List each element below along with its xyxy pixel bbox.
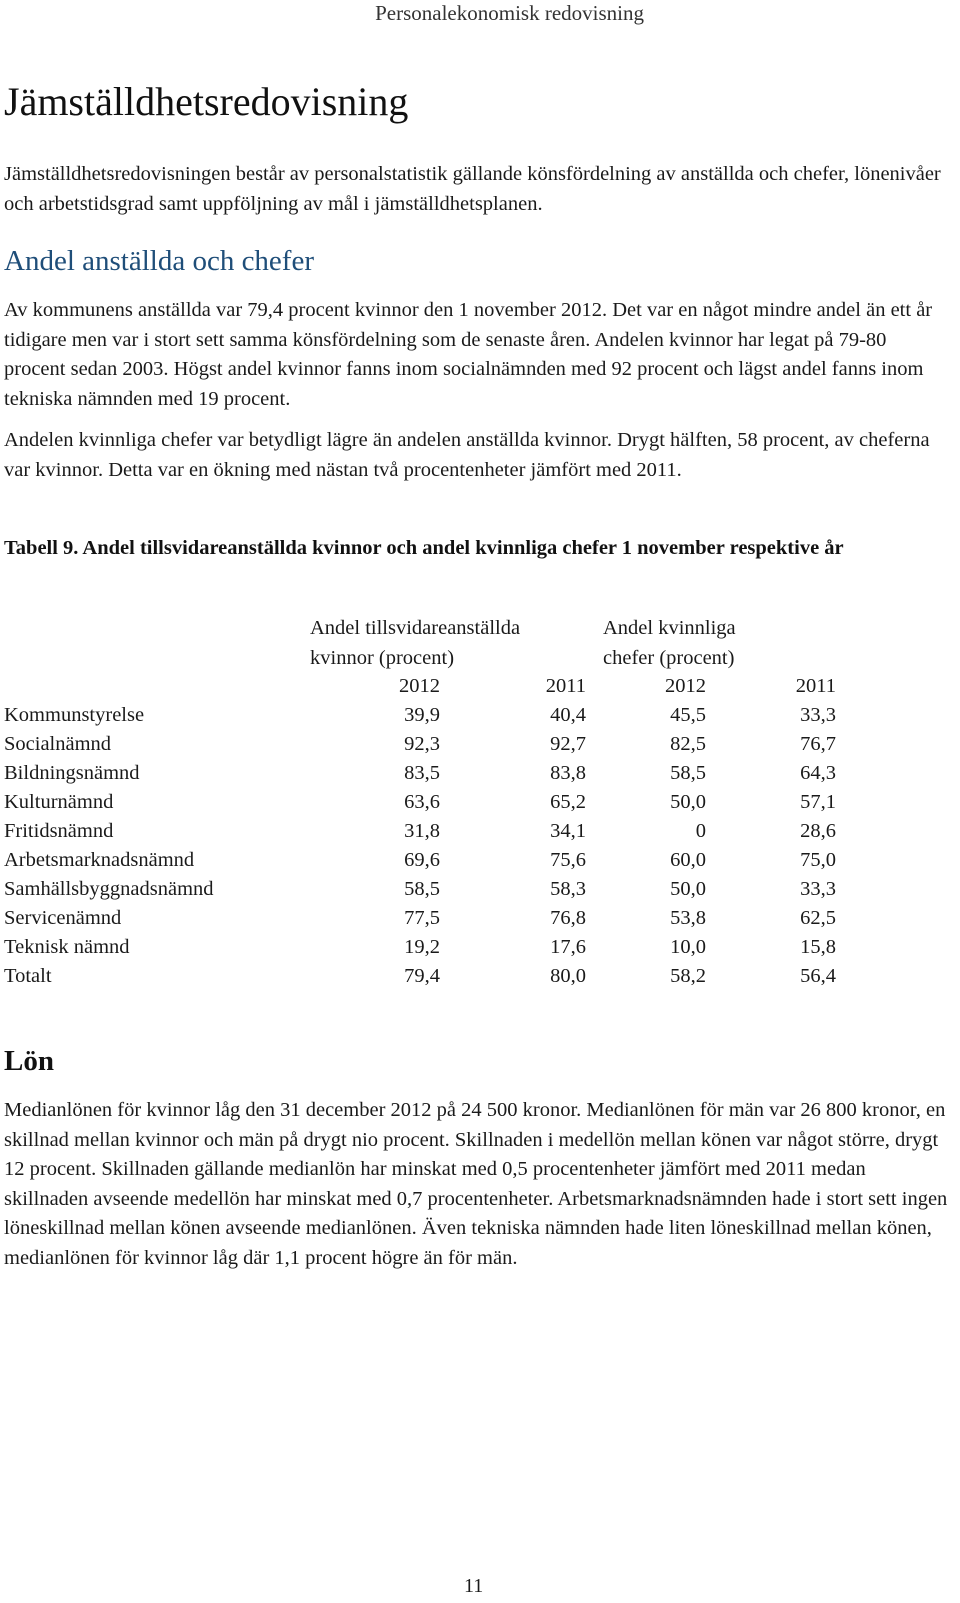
cell-value: 56,4	[800, 965, 836, 987]
table-year-row	[4, 672, 836, 701]
column-group-employees-line1: Andel tillsvidareanställda	[310, 617, 521, 639]
cell-value: 31,8	[404, 820, 440, 842]
cell-value: 75,6	[550, 849, 586, 871]
cell-value: 15,8	[800, 936, 836, 958]
cell-value: 33,3	[800, 704, 836, 726]
column-group-managers-line1: Andel kvinnliga	[603, 617, 736, 639]
table-row	[4, 875, 836, 904]
row-label: Totalt	[4, 965, 52, 987]
row-label: Bildningsnämnd	[4, 762, 140, 784]
section-heading-salary: Lön	[4, 1045, 54, 1077]
cell-value: 34,1	[550, 820, 586, 842]
table-row	[4, 759, 836, 788]
row-label: Teknisk nämnd	[4, 936, 130, 958]
column-group-employees	[310, 614, 520, 673]
cell-value: 39,9	[404, 704, 440, 726]
managers-paragraph: Andelen kvinnliga chefer var betydligt lägre än andelen anställda kvinnor. Drygt hälften, 58 procent, av cheferna var kvinnor. Detta var en ökning med nästan två procentenheter jämfört med 2011.	[4, 429, 930, 481]
table-row	[4, 933, 836, 962]
cell-value: 57,1	[800, 791, 836, 813]
row-label: Fritidsnämnd	[4, 820, 114, 842]
page-title: Jämställdhetsredovisning	[4, 79, 409, 124]
table-row	[4, 904, 836, 933]
year-row-spacer	[4, 672, 310, 701]
cell-value: 79,4	[404, 965, 440, 987]
table-row	[4, 730, 836, 759]
cell-value: 65,2	[550, 791, 586, 813]
column-group-employees-line2: kvinnor (procent)	[310, 646, 455, 669]
cell-value: 17,6	[550, 936, 586, 958]
year-header: 2012	[665, 675, 706, 697]
cell-value: 19,2	[404, 936, 440, 958]
gender-share-table	[4, 672, 836, 991]
cell-value: 92,3	[404, 733, 440, 755]
table-row	[4, 846, 836, 875]
running-header: Personalekonomisk redovisning	[375, 1, 644, 25]
row-label: Kommunstyrelse	[4, 704, 145, 726]
cell-value: 80,0	[550, 965, 586, 987]
cell-value: 28,6	[800, 820, 836, 842]
cell-value: 83,8	[550, 762, 586, 784]
cell-value: 50,0	[670, 791, 706, 813]
cell-value: 50,0	[670, 878, 706, 900]
cell-value: 60,0	[670, 849, 706, 871]
cell-value: 33,3	[800, 878, 836, 900]
year-header: 2011	[795, 675, 836, 697]
cell-value: 83,5	[404, 762, 440, 784]
cell-value: 76,8	[550, 907, 586, 929]
table-row-total	[4, 962, 836, 991]
cell-value: 77,5	[404, 907, 440, 929]
salary-paragraph: Medianlönen för kvinnor låg den 31 december 2012 på 24 500 kronor. Medianlönen för män var 26 800 kronor, en skillnad mellan kvinnor och män på drygt nio procent. Skillnaden i medellön mellan könen var något större, drygt 12 procent. Skillnaden gällande medianlön har minskat med 0,5 procentenheter jämfört med 2011 medan skillnaden avseende medellön har minskat med 0,7 procentenheter. Arbetsmarknadsnämnden hade i stort sett ingen löneskillnad mellan könen avseende medianlönen. Även tekniska nämnden hade liten löneskillnad mellan könen, medianlönen för kvinnor låg där 1,1 procent högre än för män.	[4, 1099, 948, 1269]
cell-value: 53,8	[670, 907, 706, 929]
row-label: Socialnämnd	[4, 733, 112, 755]
cell-value: 58,5	[404, 878, 440, 900]
cell-value: 63,6	[404, 791, 440, 813]
cell-value: 40,4	[550, 704, 586, 726]
row-label: Kulturnämnd	[4, 791, 114, 813]
table-row	[4, 701, 836, 730]
row-label: Servicenämnd	[4, 907, 122, 929]
table-row	[4, 788, 836, 817]
employees-paragraph: Av kommunens anställda var 79,4 procent kvinnor den 1 november 2012. Det var en något mindre andel än ett år tidigare men var i stort sett samma könsfördelning som de senaste åren. Andelen kvinnor har legat på 79-80 procent sedan 2003. Högst andel kvinnor fanns inom socialnämnden med 92 procent och lägst andel fanns inom tekniska nämnden med 19 procent.	[4, 299, 933, 410]
year-header: 2011	[545, 675, 586, 697]
cell-value: 76,7	[800, 733, 836, 755]
column-group-managers-line2: chefer (procent)	[603, 646, 735, 669]
intro-paragraph: Jämställdhetsredovisningen består av personalstatistik gällande könsfördelning av anställda och chefer, lönenivåer och arbetstidsgrad samt uppföljning av mål i jämställdhetsplanen.	[4, 163, 941, 215]
column-group-managers	[603, 614, 736, 673]
cell-value: 58,5	[670, 762, 706, 784]
cell-value: 45,5	[670, 704, 706, 726]
cell-value: 58,3	[550, 878, 586, 900]
cell-value: 92,7	[550, 733, 586, 755]
row-label: Arbetsmarknadsnämnd	[4, 849, 195, 871]
cell-value: 58,2	[670, 965, 706, 987]
cell-value: 64,3	[800, 762, 836, 784]
year-header: 2012	[399, 675, 440, 697]
table-row	[4, 817, 836, 846]
cell-value: 62,5	[800, 907, 836, 929]
page-number: 11	[464, 1575, 484, 1597]
row-label: Samhällsbyggnadsnämnd	[4, 878, 214, 900]
cell-value: 75,0	[800, 849, 836, 871]
cell-value: 69,6	[404, 849, 440, 871]
cell-value: 10,0	[670, 936, 706, 958]
cell-value: 0	[695, 820, 706, 842]
table-caption: Tabell 9. Andel tillsvidareanställda kvinnor och andel kvinnliga chefer 1 november respektive år	[4, 537, 844, 559]
section-heading-employees: Andel anställda och chefer	[4, 245, 314, 277]
cell-value: 82,5	[670, 733, 706, 755]
